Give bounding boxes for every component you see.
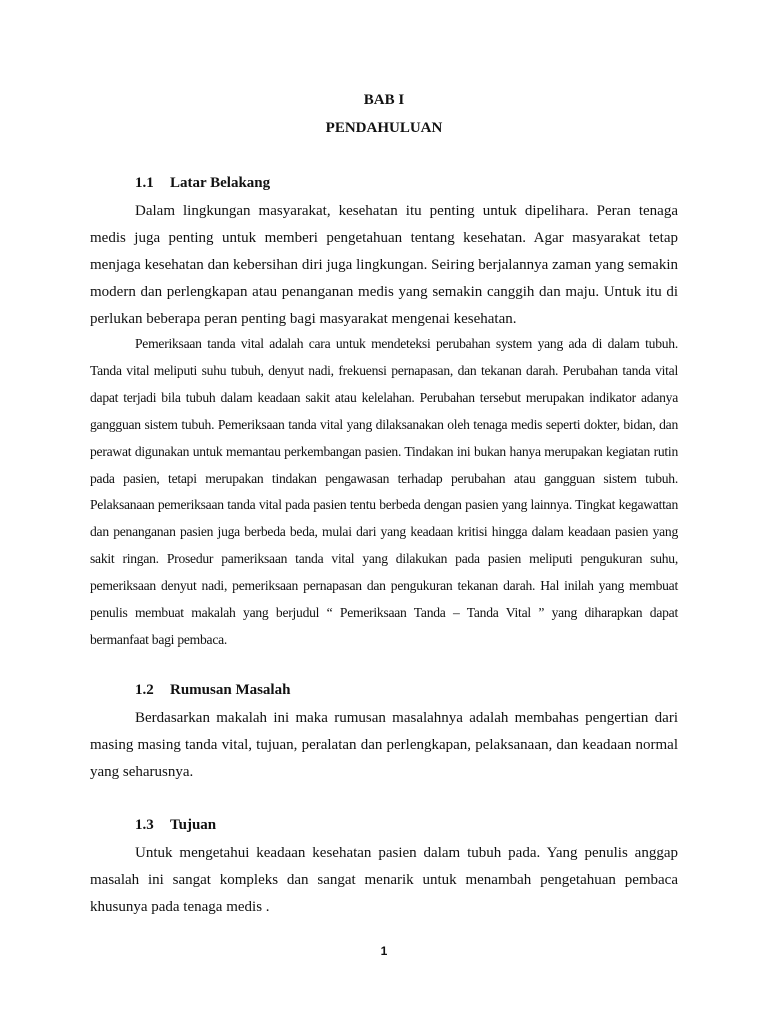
chapter-number: BAB I [363, 92, 405, 108]
section-number: 1.1 [135, 175, 154, 191]
section-title: Rumusan Masalah [170, 682, 291, 698]
chapter-title: PENDAHULUAN [325, 120, 443, 136]
paragraph: Berdasarkan makalah ini maka rumusan masalahnya adalah membahas pengertian dari masing masing tanda vital, tujuan, peralatan dan perlengkapan, pelaksanaan, dan keadaan normal yang seharusnya. [90, 710, 678, 780]
section-heading-rumusan-masalah [135, 682, 290, 699]
paragraph: Pemeriksaan tanda vital adalah cara untuk mendeteksi perubahan system yang ada di dalam tubuh. Tanda vital meliputi suhu tubuh, denyut nadi, frekuensi pernapasan, dan tekanan darah. Perubahan tanda vital dapat terjadi bila tubuh dalam keadaan sakit atau kelelahan. Perubahan tersebut merupakan indikator adanya gangguan sistem tubuh. Pemeriksaan tanda vital yang dilaksanakan oleh tenaga medis seperti dokter, bidan, dan perawat digunakan untuk memantau perkembangan pasien. Tindakan ini bukan hanya merupakan kegiatan rutin pada pasien, tetapi merupakan tindakan pengawasan terhadap perubahan atau gangguan sistem tubuh. Pelaksanaan pemeriksaan tanda vital pada pasien tentu berbeda dengan pasien yang lainnya. Tingkat kegawattan dan penanganan pasien juga berbeda beda, mulai dari yang keadaan kritisi hingga dalam keadaan pasien yang sakit ringan. Prosedur pameriksaan tanda vital yang dilakukan pada pasien meliputi pengukuran suhu, pemeriksaan denyut nadi, pemeriksaan pernapasan dan pengukuran tekanan darah. Hal inilah yang membuat penulis membuat makalah yang berjudul “ Pemeriksaan Tanda – Tanda Vital ” yang diharapkan dapat bermanfaat bagi pembaca. [90, 336, 678, 647]
paragraph: Untuk mengetahui keadaan kesehatan pasien dalam tubuh pada. Yang penulis anggap masalah ini sangat kompleks dan sangat menarik untuk menambah pengetahuan pembaca khusunya pada tenaga medis . [90, 845, 678, 915]
section-number: 1.2 [135, 682, 154, 698]
paragraph: Dalam lingkungan masyarakat, kesehatan itu penting untuk dipelihara. Peran tenaga medis juga penting untuk memberi pengetahuan tentang kesehatan. Agar masyarakat tetap menjaga kesehatan dan kebersihan diri juga lingkungan. Seiring berjalannya zaman yang semakin modern dan perlengkapan atau penanganan medis yang semakin canggih dan maju. Untuk itu di perlukan beberapa peran penting bagi masyarakat mengenai kesehatan. [90, 203, 678, 327]
section-title: Tujuan [170, 817, 217, 833]
section-heading-latar-belakang [135, 175, 270, 192]
section-title: Latar Belakang [170, 175, 271, 191]
section-number: 1.3 [135, 817, 154, 833]
section-heading-tujuan [135, 817, 216, 834]
page-number: 1 [380, 944, 388, 958]
